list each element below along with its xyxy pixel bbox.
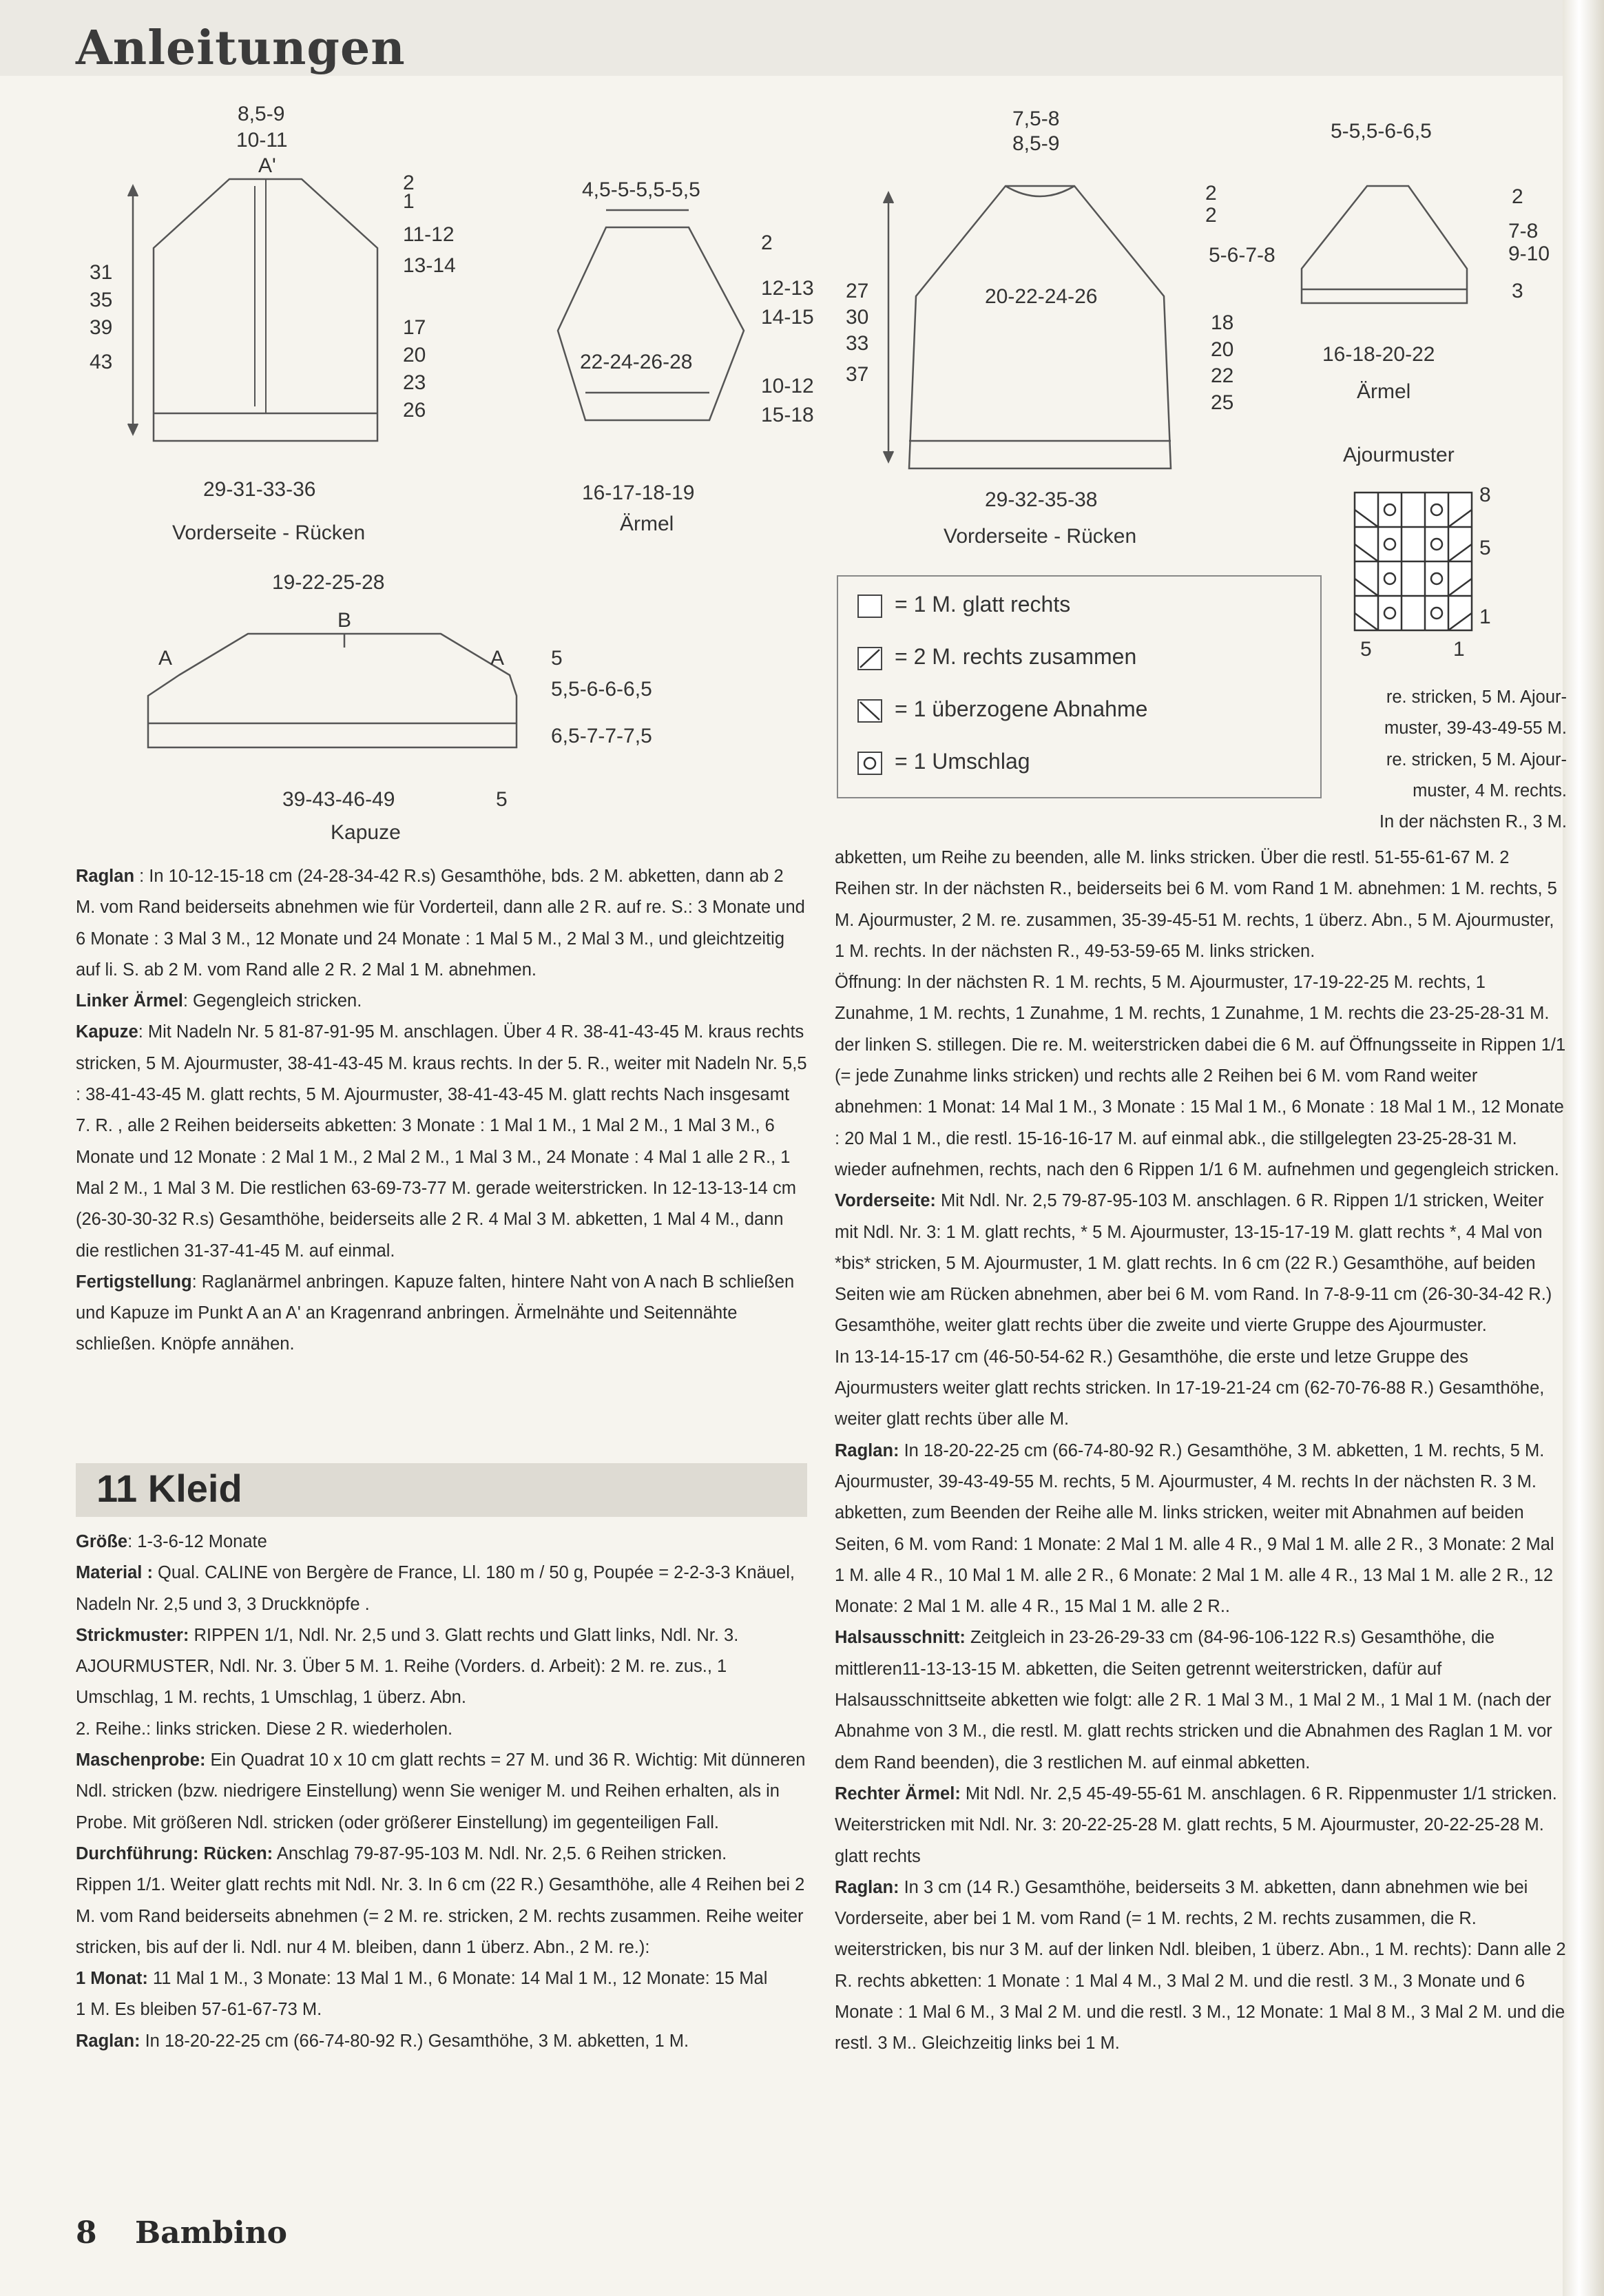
svg-text:5: 5 [551,647,563,670]
front-back-2-labels [846,107,1275,548]
hood-labels [158,571,652,844]
legend-item: = 1 überzogene Abnahme [857,696,1147,723]
svg-text:43: 43 [90,351,113,373]
paragraph: Raglan: In 18-20-22-25 cm (66-74-80-92 R.) Gesamthöhe, 3 M. abketten, 1 M. rechts, 5 M. Ajourmuster, 39-43-49-55 M. rechts, 5 M. Ajourmuster, 4 M. rechts In der nächsten R. 3 M. abketten, zum Beenden der Reihe alle M. links stricken, weiter mit Abnahmen auf beiden Seiten, 6 M. vom Rand: 1 Monate: 2 Mal 1 M. alle 4 R., 9 Mal 1 M. alle 2 R., 3 Monate: 2 Mal 1 M. alle 4 R., 10 Mal 1 M. alle 2 R., 6 Monate: 2 Mal 1 M. alle 4 R., 13 Mal 1 M. alle 2 R., 12 Monate: 2 Mal 1 M. alle 4 R., 15 Mal 1 M. alle 2 R.. [835,1440,1554,1617]
svg-text:2: 2 [403,172,415,194]
svg-text:31: 31 [90,261,113,284]
svg-text:7-8: 7-8 [1508,220,1539,242]
svg-text:23: 23 [403,371,426,394]
svg-text:10-12: 10-12 [761,375,814,397]
svg-text:9-10: 9-10 [1508,242,1550,265]
paragraph: Rippen 1/1. Weiter glatt rechts mit Ndl. Nr. 3. In 6 cm (22 R.) Gesamthöhe, alle 4 Reihen bei 2 M. vom Rand beiderseits abnehmen (= 2 M. re. stricken, 2 M. rechts zusammen. Reihe weiter stricken, bis auf der li. Ndl. nur 4 M. bleiben, dann 1 überz. Abn., 2 M. re.): [76,1875,805,1957]
svg-text:8: 8 [1479,484,1491,506]
svg-text:2: 2 [1205,182,1217,205]
paragraph: Rechter Ärmel: Mit Ndl. Nr. 2,5 45-49-55-61 M. anschlagen. 6 R. Rippenmuster 1/1 stricken. Weiterstricken mit Ndl. Nr. 3: 20-22-25-28 M. glatt rechts, 5 M. Ajourmuster, 20-22-25-28 M. glatt rechts [835,1783,1557,1866]
right-column-text [835,842,1566,2060]
svg-text:17: 17 [403,316,426,339]
svg-text:5: 5 [1360,638,1372,661]
svg-text:11-12: 11-12 [403,223,455,246]
paragraph: abketten, um Reihe zu beenden, alle M. links stricken. Über die restl. 51-55-61-67 M. 2 Reihen str. In der nächsten R., beiderseits bei 6 M. vom Rand 1 M. abnehmen: 1 M. rechts, 5 M. Ajourmuster, 2 M. re. zusammen, 35-39-45-51 M. rechts, 1 überz. Abn., 5 M. Ajourmuster, 1 M. rechts. In der nächsten R., 49-53-59-65 M. links stricken. [835,848,1557,961]
left-column-text [76,861,807,1361]
svg-text:6,5-7-7-7,5: 6,5-7-7-7,5 [551,725,652,747]
svg-text:5-5,5-6-6,5: 5-5,5-6-6,5 [1331,120,1432,143]
svg-text:16-18-20-22: 16-18-20-22 [1322,343,1435,366]
svg-text:Kapuze: Kapuze [331,821,401,844]
svg-text:8,5-9: 8,5-9 [238,103,285,125]
ajour-chart-grid [1355,493,1472,630]
svg-text:A: A [490,647,505,670]
svg-text:2: 2 [1512,185,1523,208]
paragraph: In 13-14-15-17 cm (46-50-54-62 R.) Gesamthöhe, die erste und letze Gruppe des Ajourmusters weiter glatt rechts stricken. In 17-19-21-24 cm (62-70-76-88 R.) Gesamthöhe, weiter glatt rechts über alle M. [835,1347,1545,1429]
svg-text:29-32-35-38: 29-32-35-38 [985,488,1098,511]
paragraph: Raglan: In 3 cm (14 R.) Gesamthöhe, beiderseits 3 M. abketten, dann abnehmen wie bei Vorderseite, aber bei 1 M. vom Rand (= 1 M. rechts, 2 M. rechts zusammen, die R. weiterstricken, bis nur 3 M. auf der linken Ndl. bleiben, 1 überz. Abn., 1 M. rechts): Dann alle 2 R. rechts abketten: 1 Monate : 1 Mal 4 M., 3 Mal 2 M. und die restl. 3 M., 3 Monate und 6 Monate : 1 Mal 6 M., 3 Mal 2 M. und die restl. 3 M., 12 Monate: 1 Mal 8 M., 3 Mal 2 M. und die restl. 3 M.. Gleichzeitig links bei 1 M. [835,1877,1566,2054]
svg-text:5: 5 [496,788,508,811]
paragraph: 1 M. Es bleiben 57-61-67-73 M. [76,2000,322,2020]
front-back-1-labels [90,103,456,544]
svg-text:13-14: 13-14 [403,254,456,277]
svg-text:1: 1 [1453,638,1465,661]
page-number: 8 [76,2215,97,2251]
svg-text:Vorderseite - Rücken: Vorderseite - Rücken [944,525,1137,548]
svg-text:1: 1 [1479,606,1491,628]
paragraph: Raglan: In 18-20-22-25 cm (66-74-80-92 R.) Gesamthöhe, 3 M. abketten, 1 M. [76,2031,689,2051]
svg-text:5-6-7-8: 5-6-7-8 [1209,244,1275,267]
svg-text:19-22-25-28: 19-22-25-28 [272,571,385,594]
svg-text:A: A [158,647,173,670]
svg-text:Ärmel: Ärmel [1357,380,1411,403]
svg-text:20: 20 [403,344,426,366]
paragraph: Vorderseite: Mit Ndl. Nr. 2,5 79-87-95-103 M. anschlagen. 6 R. Rippen 1/1 stricken, Weiter mit Ndl. Nr. 3: 1 M. glatt rechts, * 5 M. Ajourmuster, 13-15-17-19 M. glatt rechts *, 4 Mal von *bis* stricken, 5 M. Ajourmuster, 1 M. glatt rechts. In 6 cm (22 R.) Gesamthöhe, auf beiden Seiten wie am Rücken abnehmen, aber bei 6 M. vom Rand. In 7-8-9-11 cm (26-30-34-42 R.) Gesamthöhe, weiter glatt rechts über die zweite und vierte Gruppe des Ajourmuster. [835,1191,1552,1336]
paragraph: 1 Monat: 11 Mal 1 M., 3 Monate: 13 Mal 1 M., 6 Monate: 14 Mal 1 M., 12 Monate: 15 Mal [76,1969,768,1989]
paragraph: 2. Reihe.: links stricken. Diese 2 R. wiederholen. [76,1719,453,1739]
paragraph: Strickmuster: RIPPEN 1/1, Ndl. Nr. 2,5 und 3. Glatt rechts und Glatt links, Ndl. Nr. 3. AJOURMUSTER, Ndl. Nr. 3. Über 5 M. 1. Reihe (Vorders. d. Arbeit): 2 M. re. zus., 1 Umschlag, 1 M. rechts, 1 Umschlag, 1 überz. Abn. [76,1625,739,1708]
paragraph: Fertigstellung: Raglanärmel anbringen. Kapuze falten, hintere Naht von A nach B schließen und Kapuze im Punkt A an A' an Kragenrand anbringen. Ärmelnähte und Seitennähte schließen. Knöpfe annähen. [76,1272,795,1354]
svg-text:Ärmel: Ärmel [620,513,674,535]
legend-item: = 1 Umschlag [857,749,1030,775]
svg-text:15-18: 15-18 [761,404,814,426]
sleeve-2-labels [1322,120,1550,403]
svg-text:1: 1 [403,190,415,213]
svg-text:5,5-6-6-6,5: 5,5-6-6-6,5 [551,678,652,701]
svg-text:5: 5 [1479,537,1491,559]
svg-text:2: 2 [761,231,773,254]
svg-text:27: 27 [846,280,869,302]
circle-square-icon [857,752,882,775]
paragraph: Kapuze: Mit Nadeln Nr. 5 81-87-91-95 M. anschlagen. Über 4 R. 38-41-43-45 M. kraus rechts stricken, 5 M. Ajourmuster, 38-41-43-45 M. kraus rechts. In der 5. R., weiter mit Nadeln Nr. 5,5 : 38-41-43-45 M. glatt rechts, 5 M. Ajourmuster, 38-41-43-45 M. glatt rechts Nach insgesamt 7. R. , alle 2 Reihen beiderseits abketten: 3 Monate : 1 Mal 1 M., 1 Mal 2 M., 1 Mal 3 M., 6 Monate und 12 Monate : 2 Mal 1 M., 2 Mal 2 M., 1 Mal 3 M., 24 Monate : 4 Mal 1 alle 2 R., 1 Mal 2 M., 1 Mal 3 M. Die restlichen 63-69-73-77 M. gerade weiterstricken. In 12-13-13-14 cm (26-30-30-32 R.s) Gesamthöhe, beiderseits alle 2 R. 4 Mal 3 M. abketten, 1 Mal 4 M., dann die restlichen 31-37-41-45 M. auf einmal. [76,1022,807,1261]
front-back-schematic-2 [884,186,1171,468]
svg-text:39-43-46-49: 39-43-46-49 [282,788,395,811]
sleeve-1-labels [580,178,814,535]
svg-text:2: 2 [1205,204,1217,227]
svg-text:B: B [337,609,352,632]
paragraph: Raglan : In 10-12-15-18 cm (24-28-34-42 R.s) Gesamthöhe, bds. 2 M. abketten, dann ab 2 M. vom Rand beiderseits abnehmen wie für Vorderteil, dann alle 2 R. auf re. S.: 3 Monate und 6 Monate : 3 Mal 3 M., 12 Monate und 24 Monate : 1 Mal 5 M., 2 Mal 3 M., und gleichtzeitig auf li. S. ab 2 M. vom Rand alle 2 R. 2 Mal 1 M. abnehmen. [76,867,805,980]
svg-text:18: 18 [1211,311,1234,334]
svg-text:39: 39 [90,316,113,339]
svg-text:33: 33 [846,332,869,355]
kleid-instructions [76,1527,807,2057]
svg-text:26: 26 [403,399,426,422]
svg-text:25: 25 [1211,391,1234,414]
sleeve-schematic-1 [558,210,744,420]
svg-text:20: 20 [1211,338,1234,361]
paragraph: Material : Qual. CALINE von Bergère de France, Ll. 180 m / 50 g, Poupée = 2-2-3-3 Knäuel, Nadeln Nr. 2,5 und 3, 3 Druckknöpfe . [76,1563,795,1614]
paragraph: Maschenprobe: Ein Quadrat 10 x 10 cm glatt rechts = 27 M. und 36 R. Wichtig: Mit dünneren Ndl. stricken (bzw. niedrigere Einstellung) wenn Sie weniger M. und Reihen erhalten, als in Probe. Mit größeren Ndl. stricken (oder größerer Einstellung) im gegenteiligen Fall. [76,1750,806,1832]
symbol-legend [837,575,1322,798]
hood-schematic [148,634,517,747]
paragraph: Durchführung: Rücken: Anschlag 79-87-95-103 M. Ndl. Nr. 2,5. 6 Reihen stricken. [76,1843,727,1863]
legend-item: = 1 M. glatt rechts [857,592,1070,618]
sleeve-schematic-2 [1302,186,1467,303]
svg-text:12-13: 12-13 [761,277,814,300]
svg-text:3: 3 [1512,280,1523,302]
page-footer [76,2215,287,2251]
svg-text:29-31-33-36: 29-31-33-36 [203,478,316,501]
legend-item: = 2 M. rechts zusammen [857,644,1136,670]
magazine-brand: Bambino [134,2215,288,2251]
svg-text:22: 22 [1211,364,1234,387]
svg-text:8,5-9: 8,5-9 [1012,132,1060,155]
svg-text:37: 37 [846,363,869,386]
paragraph: Größe: 1-3-6-12 Monate [76,1532,267,1551]
svg-text:4,5-5-5,5-5,5: 4,5-5-5,5-5,5 [582,178,700,201]
front-back-schematic-1 [128,179,377,441]
slash-square-icon [857,647,882,670]
svg-text:16-17-18-19: 16-17-18-19 [582,482,695,504]
empty-square-icon [857,594,882,618]
ajour-side-text: re. stricken, 5 M. Ajour- muster, 39-43-49-55 M. re. stricken, 5 M. Ajour- muster, 4 M. rechts. In der nächsten R., 3 M. [1379,687,1567,832]
backslash-square-icon [857,699,882,723]
svg-text:Ajourmuster: Ajourmuster [1343,444,1455,466]
svg-text:14-15: 14-15 [761,306,814,329]
svg-text:20-22-24-26: 20-22-24-26 [985,285,1098,308]
svg-text:10-11: 10-11 [236,129,288,152]
svg-text:30: 30 [846,306,869,329]
section-title: 11 Kleid [96,1467,242,1510]
paragraph: Linker Ärmel: Gegengleich stricken. [76,991,362,1011]
svg-text:35: 35 [90,289,113,311]
svg-text:A': A' [258,154,276,177]
paragraph: Halsausschnitt: Zeitgleich in 23-26-29-33 cm (84-96-106-122 R.s) Gesamthöhe, die mittleren11-13-13-15 M. abketten, die Seiten getrennt weiterstricken, dafür auf Halsausschnittseite abketten wie folgt: alle 2 R. 1 Mal 3 M., 1 Mal 2 M., 1 Mal 1 M. (nach der Abnahme von 3 M., die restl. M. glatt rechts stricken und die Abnahmen des Raglan 1 M. vor dem Rand beenden), die 3 restlichen M. auf einmal abketten. [835,1628,1552,1772]
paragraph: Öffnung: In der nächsten R. 1 M. rechts, 5 M. Ajourmuster, 17-19-22-25 M. rechts, 1 Zunahme, 1 M. rechts, 1 Zunahme, 1 M. rechts, 1 Zunahme, 1 M. rechts die 23-25-28-31 M. der linken S. stillegen. Die re. M. weiterstricken dabei die 6 M. auf Öffnungsseite in Rippen 1/1 (= jede Zunahme links stricken) und rechts alle 2 Reihen bei 6 M. vom Rand weiter abnehmen: 1 Monat: 14 Mal 1 M., 3 Monate : 15 Mal 1 M., 6 Monate : 18 Mal 1 M., 12 Monate : 20 Mal 1 M., die restl. 15-16-16-17 M. auf einmal abk., die stillgelegten 23-25-28-31 M. wieder aufnehmen, rechts, nach den 6 Rippen 1/1 6 M. aufnehmen und gegengleich stricken. [835,973,1566,1179]
page-title: Anleitungen [76,21,406,76]
svg-text:7,5-8: 7,5-8 [1012,107,1060,130]
svg-text:Vorderseite - Rücken: Vorderseite - Rücken [172,521,366,544]
svg-text:22-24-26-28: 22-24-26-28 [580,351,693,373]
